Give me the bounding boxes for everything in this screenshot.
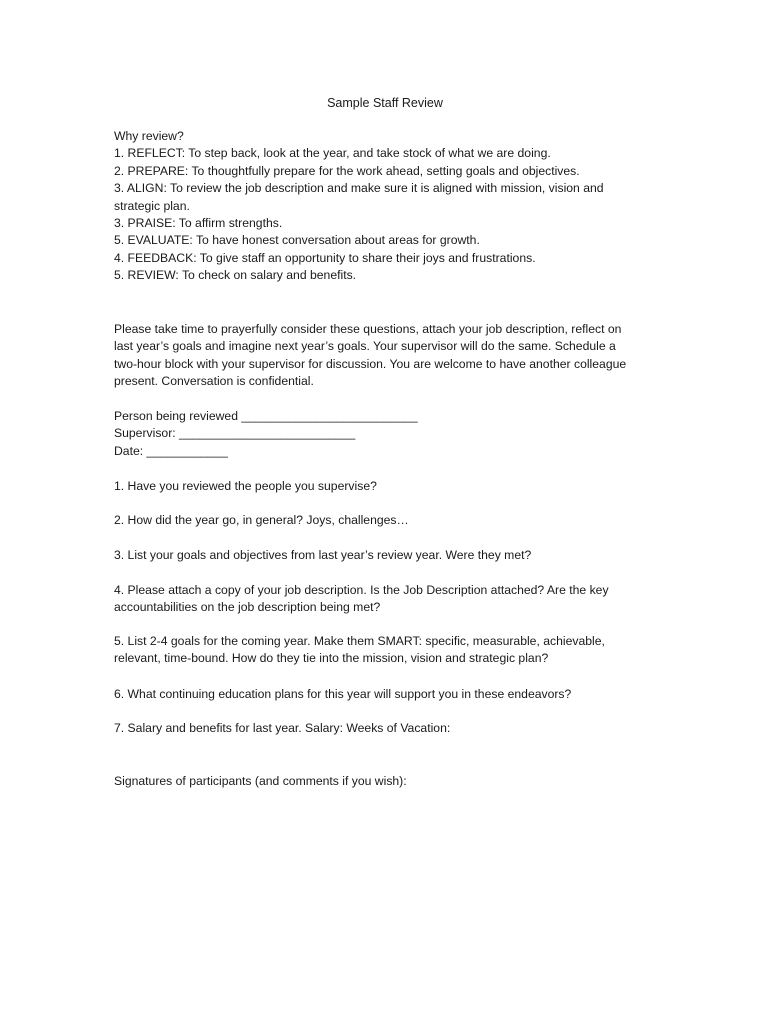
question-1-text: 1. Have you reviewed the people you supervise? (114, 479, 377, 493)
question-2 (114, 512, 654, 529)
question-2-text: 2. How did the year go, in general? Joys, challenges… (114, 513, 409, 527)
reason-item: 4. FEEDBACK: To give staff an opportunity to share their joys and frustrations. (114, 250, 536, 265)
question-1 (114, 478, 654, 495)
question-6-text: 6. What continuing education plans for this year will support you in these endeavors? (114, 687, 572, 701)
date-field: Date: ____________ (114, 443, 228, 458)
question-5-text: 5. List 2-4 goals for the coming year. Make them SMART: specific, measurable, achievable, (114, 634, 605, 648)
intro-line: last year’s goals and imagine next year’s goals. Your supervisor will do the same. Schedule a (114, 339, 616, 354)
question-6 (114, 686, 654, 703)
reason-item: 2. PREPARE: To thoughtfully prepare for the work ahead, setting goals and objectives. (114, 163, 580, 178)
question-4 (114, 582, 654, 617)
reason-item: 1. REFLECT: To step back, look at the year, and take stock of what we are doing. (114, 146, 551, 161)
why-review-heading: Why review? (114, 129, 184, 143)
reason-item: 5. EVALUATE: To have honest conversation about areas for growth. (114, 233, 480, 248)
question-7 (114, 720, 654, 737)
reason-item: 3. ALIGN: To review the job description and make sure it is aligned with mission, vision and (114, 181, 604, 196)
intro-paragraph (114, 321, 654, 391)
person-being-reviewed-field: Person being reviewed __________________________ (114, 409, 418, 423)
question-4-text: 4. Please attach a copy of your job description. Is the Job Description attached? Are the key (114, 583, 609, 597)
reason-item: 5. REVIEW: To check on salary and benefits. (114, 268, 357, 283)
signatures-section (114, 773, 654, 790)
document-title: Sample Staff Review (327, 96, 443, 110)
question-5-text-continuation: relevant, time-bound. How do they tie into the mission, vision and strategic plan? (114, 651, 549, 666)
reason-item-continuation: strategic plan. (114, 198, 190, 213)
signatures-label: Signatures of participants (and comments if you wish): (114, 774, 407, 788)
supervisor-field: Supervisor: __________________________ (114, 426, 356, 441)
reason-item: 3. PRAISE: To affirm strengths. (114, 216, 283, 231)
intro-line: present. Conversation is confidential. (114, 374, 314, 389)
question-7-text: 7. Salary and benefits for last year. Salary: Weeks of Vacation: (114, 721, 451, 735)
intro-line: Please take time to prayerfully consider these questions, attach your job description, reflect on (114, 322, 622, 336)
question-4-text-continuation: accountabilities on the job description being met? (114, 600, 381, 615)
question-5 (114, 633, 654, 668)
review-fields (114, 408, 654, 460)
question-3-text: 3. List your goals and objectives from last year’s review year. Were they met? (114, 548, 532, 562)
question-3 (114, 547, 654, 564)
intro-line: two-hour block with your supervisor for discussion. You are welcome to have another colleague (114, 356, 627, 371)
why-review-section (114, 128, 654, 285)
